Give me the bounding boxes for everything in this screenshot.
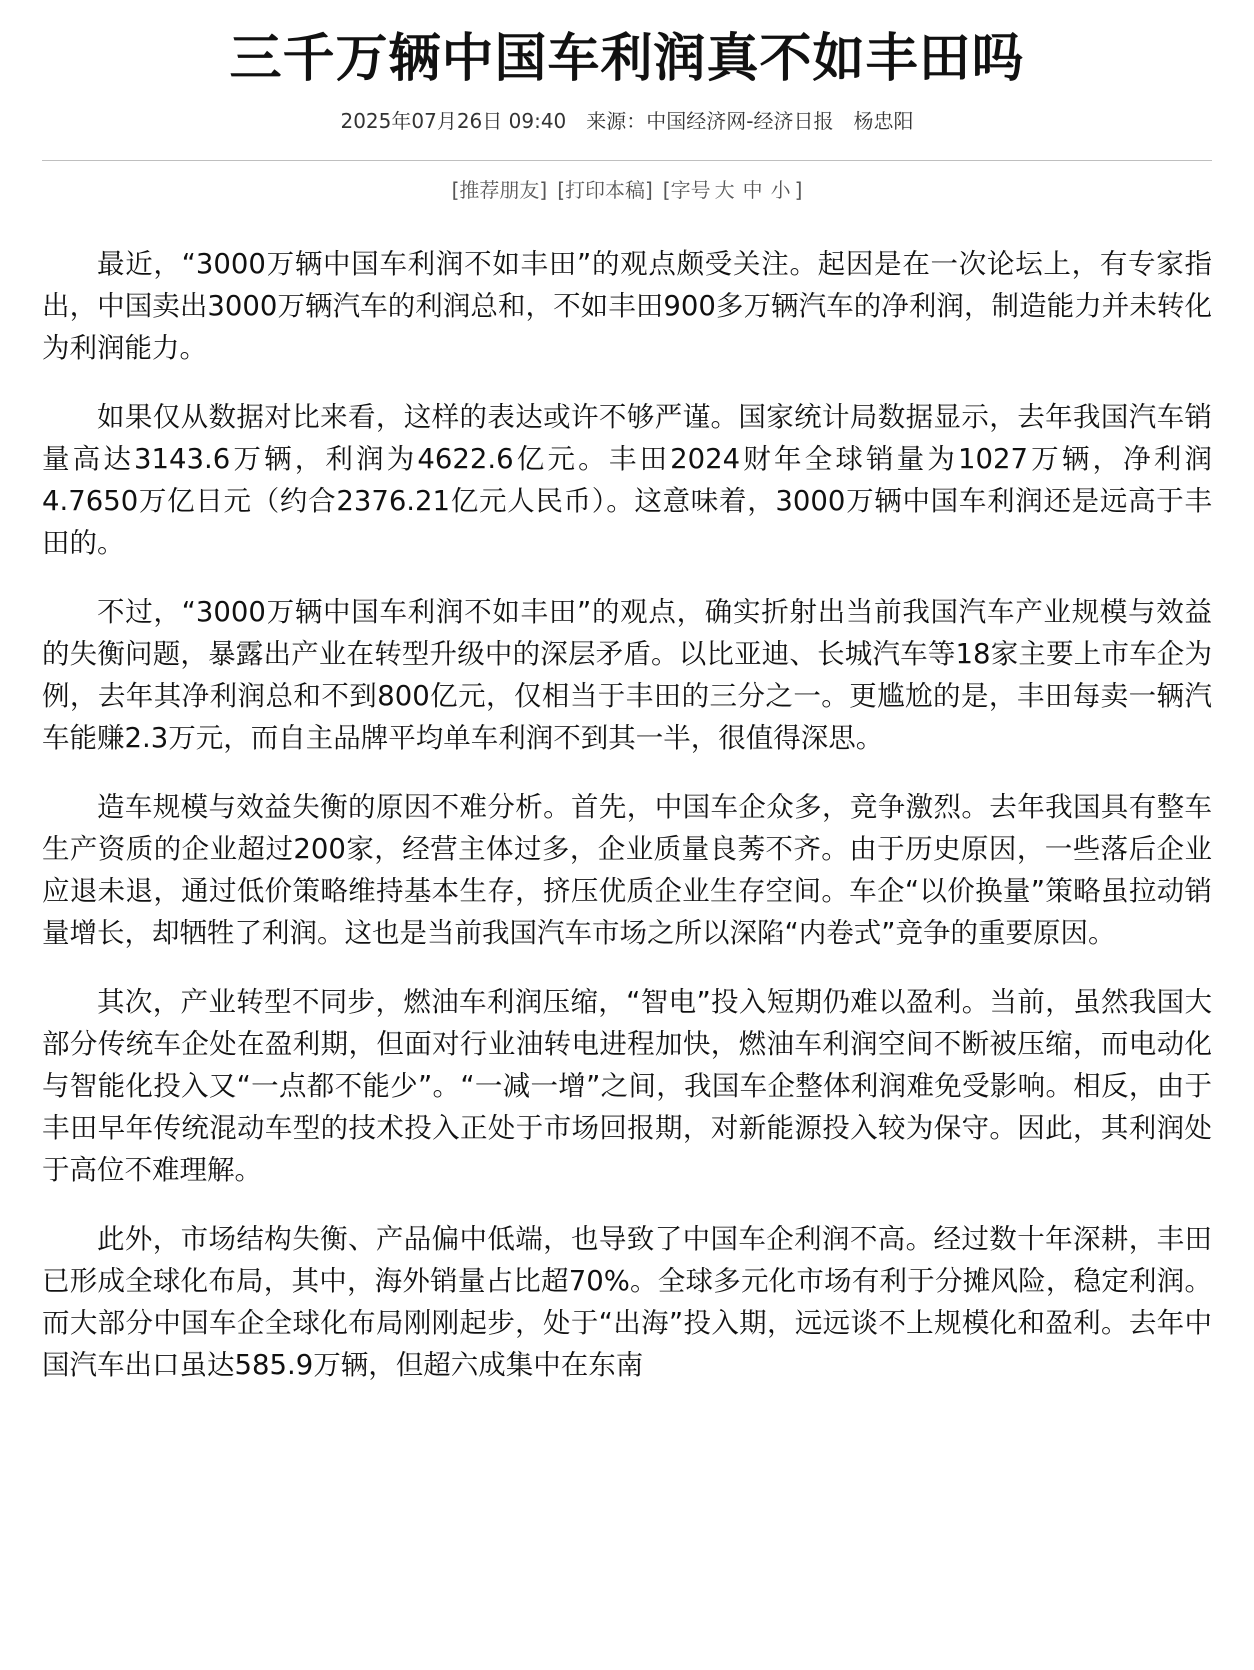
- article-title: 三千万辆中国车利润真不如丰田吗: [229, 29, 1025, 89]
- font-size-label: [字号: [662, 178, 711, 202]
- article-paragraph: 其次，产业转型不同步，燃油车利润压缩，“智电”投入短期仍难以盈利。当前，虽然我国大部分传统车企处在盈利期，但面对行业油转电进程加快，燃油车利润空间不断被压缩，而电动化与智能化投入又“一点都不能少”。“一减一增”之间，我国车企整体利润难免受影响。相反，由于丰田早年传统混动车型的技术投入正处于市场回报期，对新能源投入较为保守。因此，其利润处于高位不难理解。: [42, 986, 1212, 1186]
- font-size-bracket: ]: [794, 178, 803, 202]
- recommend-friend-button[interactable]: [推荐朋友]: [451, 178, 548, 202]
- article-body: [42, 243, 1212, 1386]
- print-article-button[interactable]: [打印本稿]: [557, 178, 653, 202]
- article-paragraph: 最近，“3000万辆中国车利润不如丰田”的观点颇受关注。起因是在一次论坛上，有专家指出，中国卖出3000万辆汽车的利润总和，不如丰田900多万辆汽车的净利润，制造能力并未转化为利润能力。: [42, 248, 1212, 364]
- font-size-small-button[interactable]: 小: [770, 178, 791, 202]
- article-meta: [42, 104, 1212, 138]
- article-author: 杨忠阳: [853, 109, 914, 133]
- header-divider: [42, 160, 1212, 161]
- article-paragraph: 不过，“3000万辆中国车利润不如丰田”的观点，确实折射出当前我国汽车产业规模与效益的失衡问题，暴露出产业在转型升级中的深层矛盾。以比亚迪、长城汽车等18家主要上市车企为例，去年其净利润总和不到800亿元，仅相当于丰田的三分之一。更尴尬的是，丰田每卖一辆汽车能赚2.3万元，而自主品牌平均单车利润不到其一半，很值得深思。: [42, 596, 1212, 754]
- article-paragraph: 如果仅从数据对比来看，这样的表达或许不够严谨。国家统计局数据显示，去年我国汽车销量高达3143.6万辆，利润为4622.6亿元。丰田2024财年全球销量为1027万辆，净利润4.7650万亿日元（约合2376.21亿元人民币）。这意味着，3000万辆中国车利润还是远高于丰田的。: [42, 401, 1212, 559]
- font-size-large-button[interactable]: 大: [714, 178, 735, 202]
- article-paragraph: 此外，市场结构失衡、产品偏中低端，也导致了中国车企利润不高。经过数十年深耕，丰田已形成全球化布局，其中，海外销量占比超70%。全球多元化市场有利于分摊风险，稳定利润。而大部分中国车企全球化布局刚刚起步，处于“出海”投入期，远远谈不上规模化和盈利。去年中国汽车出口虽达585.9万辆，但超六成集中在东南: [42, 1223, 1212, 1381]
- article-paragraph: 造车规模与效益失衡的原因不难分析。首先，中国车企众多，竞争激烈。去年我国具有整车生产资质的企业超过200家，经营主体过多，企业质量良莠不齐。由于历史原因，一些落后企业应退未退，通过低价策略维持基本生存，挤压优质企业生存空间。车企“以价换量”策略虽拉动销量增长，却牺牲了利润。这也是当前我国汽车市场之所以深陷“内卷式”竞争的重要原因。: [42, 791, 1212, 949]
- article-source: 来源：中国经济网-经济日报: [586, 109, 834, 133]
- font-size-medium-button[interactable]: 中: [742, 178, 763, 202]
- publish-datetime: 2025年07月26日 09:40: [340, 109, 567, 133]
- article-toolbar: [42, 175, 1212, 205]
